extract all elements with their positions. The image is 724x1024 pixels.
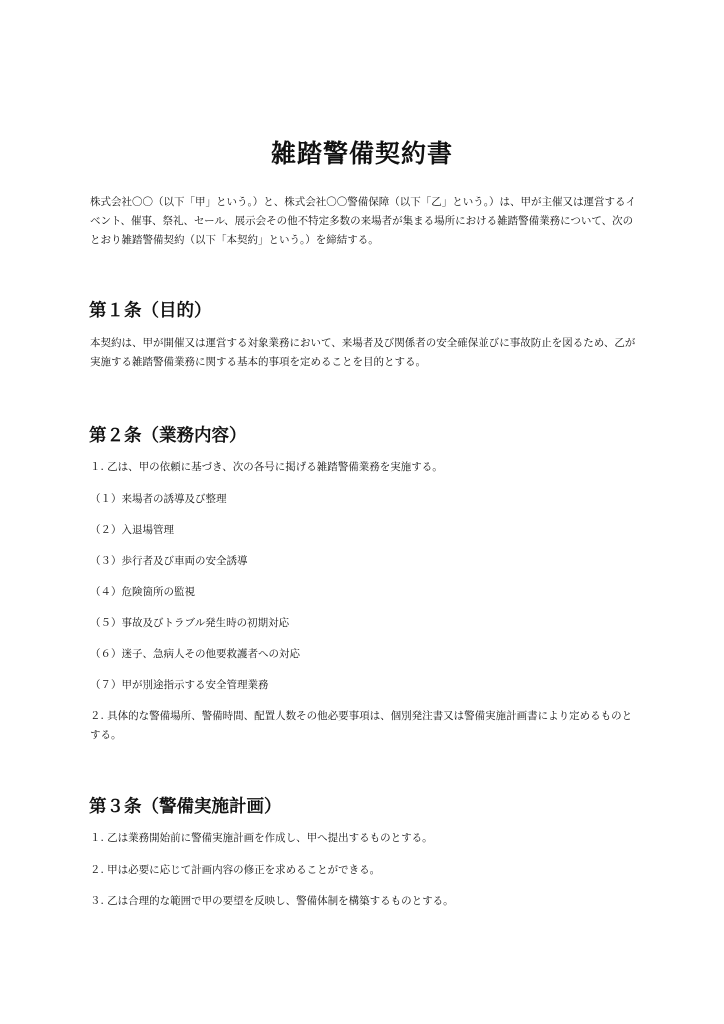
article-2-item-2: （２）入退場管理 <box>90 524 174 536</box>
article-2-item-7: （７）甲が別途指示する安全管理業務 <box>90 679 269 691</box>
article-2-clause-1: １. 乙は、甲の依頼に基づき、次の各号に掲げる雑踏警備業務を実施する。 <box>90 461 443 473</box>
article-3-clause-1: １. 乙は業務開始前に警備実施計画を作成し、甲へ提出するものとする。 <box>90 832 433 844</box>
article-2-item-1: （１）来場者の誘導及び整理 <box>90 493 227 505</box>
article-3-clause-2: ２. 甲は必要に応じて計画内容の修正を求めることができる。 <box>90 864 381 876</box>
article-2-heading: 第２条（業務内容） <box>89 426 247 446</box>
article-1-heading: 第１条（目的） <box>89 301 212 321</box>
article-2-item-6: （６）迷子、急病人その他要救護者への対応 <box>90 648 300 660</box>
article-3-heading: 第３条（警備実施計画） <box>89 797 282 817</box>
article-2-item-3: （３）歩行者及び車両の安全誘導 <box>90 555 248 567</box>
article-2-item-5: （５）事故及びトラブル発生時の初期対応 <box>90 617 290 629</box>
article-2-clause-2: ２. 具体的な警備場所、警備時間、配置人数その他必要事項は、個別発注書又は警備実施計画書により定めるものとする。 <box>90 710 633 741</box>
article-1-body: 本契約は、甲が開催又は運営する対象業務において、来場者及び関係者の安全確保並びに事故防止を図るため、乙が実施する雑踏警備業務に関する基本的事項を定めることを目的とする。 <box>90 337 636 368</box>
article-3-clause-3: ３. 乙は合理的な範囲で甲の要望を反映し、警備体制を構築するものとする。 <box>90 895 454 907</box>
preamble-paragraph: 株式会社〇〇（以下「甲」という。）と、株式会社〇〇警備保障（以下「乙」という。）は、甲が主催又は運営するイベント、催事、祭礼、セール、展示会その他不特定多数の来場者が集まる場所における雑踏警備業務について、次のとおり雑踏警備契約（以下「本契約」という。）を締結する。 <box>90 196 636 246</box>
document-title: 雑踏警備契約書 <box>270 138 453 168</box>
article-2-item-4: （４）危険箇所の監視 <box>90 586 195 598</box>
